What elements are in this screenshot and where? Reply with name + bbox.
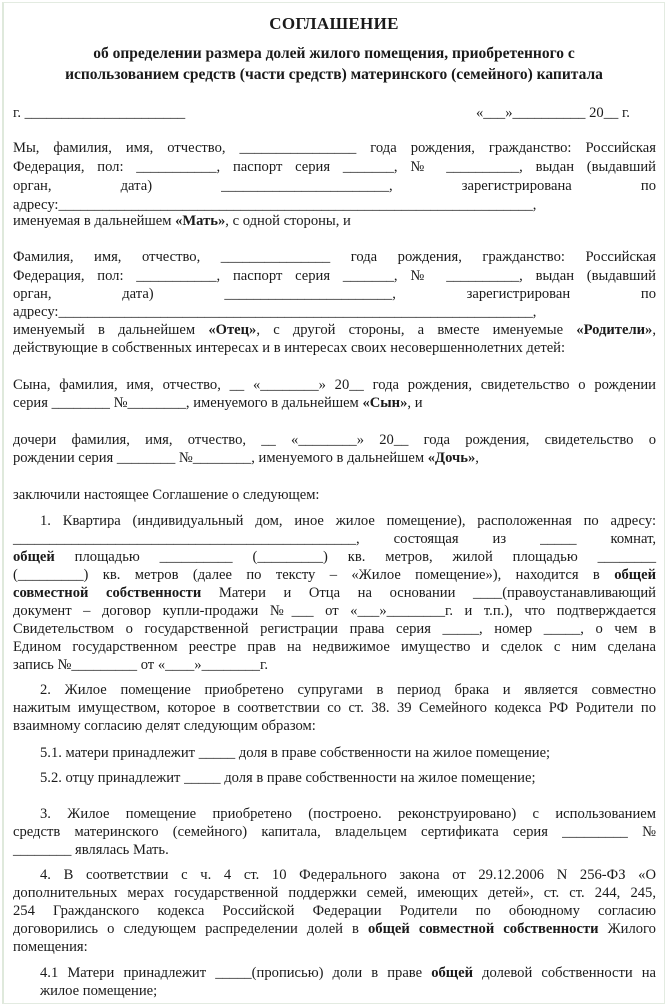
text-line: заключили настоящее Соглашение о следующем: bbox=[13, 487, 320, 503]
text-line: адресу:_________________________________________________________________, bbox=[13, 304, 537, 320]
text-line: орган, дата) _______________________, зарегистрирован по bbox=[13, 286, 656, 302]
text-line: именуемый в дальнейшем «Отец», с другой стороны, а вместе именуемые «Родители», bbox=[13, 322, 657, 338]
text-line: 3. Жилое помещение приобретено (построено. реконструировано) с использованием bbox=[40, 806, 656, 822]
text-line: дочери фамилия, имя, отчество, __ «________» 20__ года рождения, свидетельство о bbox=[13, 432, 656, 448]
document-title: СОГЛАШЕНИЕ bbox=[269, 14, 399, 33]
text-line: Федерация, пол: ___________, паспорт серия _______, № __________, выдан (выдавший bbox=[13, 159, 656, 175]
subtitle-line: об определении размера долей жилого помещения, приобретенного с bbox=[93, 45, 575, 62]
text-line: именуемая в дальнейшем «Мать», с одной стороны, и bbox=[13, 213, 351, 229]
text-line: Фамилия, имя, отчество, _______________ года рождения, гражданство: Российская bbox=[13, 249, 656, 265]
text-line: жилое помещение; bbox=[40, 983, 158, 999]
document-subtitle bbox=[14, 43, 654, 85]
text-line: (_________) кв. метров (далее по тексту – «Жилое помещение»), находится в общей bbox=[13, 567, 656, 583]
subtitle-line: использованием средств (части средств) материнского (семейного) капитала bbox=[65, 66, 603, 83]
text-line: серия ________ №________, именуемого в дальнейшем «Сын», и bbox=[13, 395, 423, 411]
text-line: договорились о следующем распределении долей в общей совместной собственности Жилого bbox=[13, 921, 656, 937]
text-line: Едином государственном реестре прав на недвижимое имущество и сделок с ним сделана bbox=[13, 639, 656, 655]
text-line: 5.2. отцу принадлежит _____ доля в праве собственности на жилое помещение; bbox=[40, 770, 536, 786]
text-line: Мы, фамилия, имя, отчество, ________________ года рождения, гражданство: Российская bbox=[13, 140, 656, 156]
text-line: помещения: bbox=[13, 939, 88, 955]
text-line: Свидетельством о государственной регистрации права серия _____, номер _____, о чем в bbox=[13, 621, 656, 637]
text-line: 254 Гражданского кодекса Российской Федерации Родители по обоюдному согласию bbox=[13, 903, 656, 919]
text-line: _______________________________________________, состоящая из _____ комнат, bbox=[13, 531, 656, 547]
text-line: 5.1. матери принадлежит _____ доля в праве собственности на жилое помещение; bbox=[40, 745, 551, 761]
text-line: средств материнского (семейного) капитала, владельцем сертификата серия _________ № bbox=[13, 824, 656, 840]
text-line: рождении серия ________ №________, именуемого в дальнейшем «Дочь», bbox=[13, 450, 479, 466]
text-line: взаимному согласию делят следующим образом: bbox=[13, 718, 316, 734]
text-line: 4. В соответствии с ч. 4 ст. 10 Федерального закона от 29.12.2006 N 256-ФЗ «О bbox=[40, 867, 656, 883]
text-line: 2. Жилое помещение приобретено супругами в период брака и является совместно bbox=[40, 682, 656, 698]
text-line: Федерация, пол: ___________, паспорт серия _______, № __________, выдан (выдавший bbox=[13, 268, 656, 284]
text-line: нажитым имуществом, которое в соответствии со ст. 38. 39 Семейного кодекса РФ Родители по bbox=[13, 700, 656, 716]
text-line: запись №_________ от «____»________г. bbox=[13, 657, 268, 673]
text-line: орган, дата) _______________________, зарегистрирована по bbox=[13, 178, 656, 194]
place-line: г. ______________________ bbox=[13, 105, 186, 121]
text-line: документ – договор купли-продажи №___ от «___»________г. и т.п.), что подтверждается bbox=[13, 603, 656, 619]
text-line: адресу:_________________________________________________________________, bbox=[13, 197, 537, 213]
text-line: действующие в собственных интересах и в интересах своих несовершеннолетних детей: bbox=[13, 340, 566, 356]
date-line: «___»__________ 20__ г. bbox=[476, 105, 630, 121]
text-line: Сына, фамилия, имя, отчество, __ «________» 20__ года рождения, свидетельство о рождении bbox=[13, 377, 656, 393]
text-line: ________ являлась Мать. bbox=[13, 842, 169, 858]
text-line: 1. Квартира (индивидуальный дом, иное жилое помещение), расположенная по адресу: bbox=[40, 513, 656, 529]
text-line: совместной собственности Матери и Отца на основании ____(правоустанавливающий bbox=[13, 585, 656, 601]
text-line: общей площадью __________ (_________) кв. метров, жилой площадью ________ bbox=[13, 549, 656, 565]
document-page bbox=[2, 2, 665, 1004]
text-line: дополнительных мерах государственной поддержки семей, имеющих детей», ст. ст. 244, 245, bbox=[13, 885, 656, 901]
text-line: 4.1 Матери принадлежит _____(прописью) доли в праве общей долевой собственности на bbox=[40, 965, 657, 981]
